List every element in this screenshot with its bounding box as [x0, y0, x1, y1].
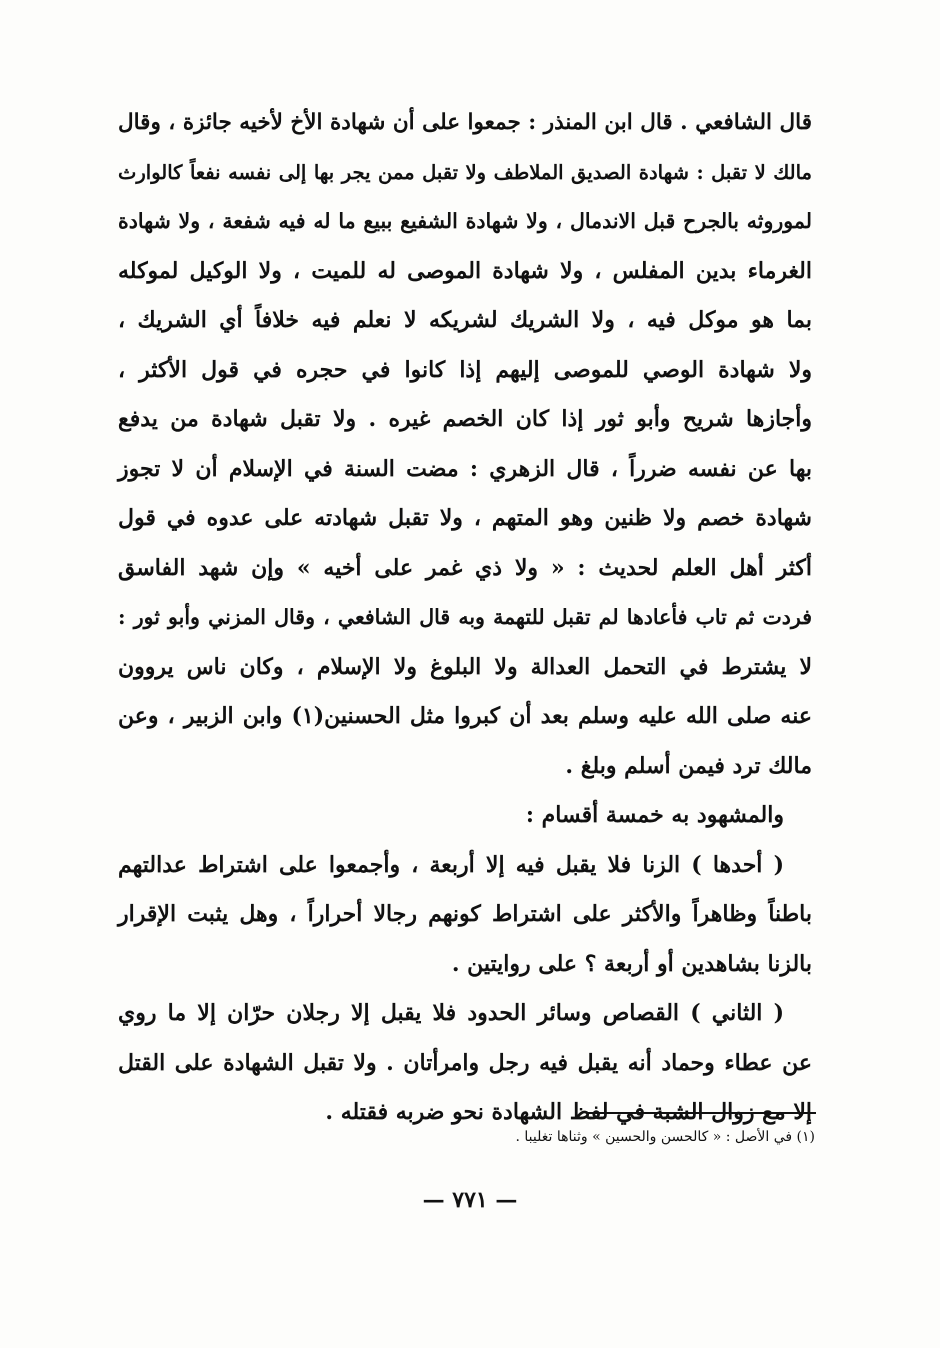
section-heading: والمشهود به خمسة أقسام : [525, 802, 784, 828]
page-number: — ٧٧١ — [422, 1187, 518, 1213]
text-line: لا يشترط في التحمل العدالة ولا البلوغ ولا الإسلام ، وكان ناس يروون [118, 653, 812, 680]
text-line: فردت ثم تاب فأعادها لم تقبل للتهمة وبه قال الشافعي ، وقال المزني وأبو ثور : [118, 605, 812, 629]
footnote-divider [588, 1112, 816, 1114]
footnote: (١) في الأصل : « كالحسن والحسين » وثناها تغليبا . [515, 1129, 815, 1145]
text-line: عنه صلى الله عليه وسلم بعد أن كبروا مثل الحسنين(١) وابن الزبير ، وعن [118, 703, 812, 729]
text-line: شهادة خصم ولا ظنين وهو المتهم ، ولا تقبل شهادته على عدوه في قول [118, 505, 812, 531]
text-line: الغرماء بدين المفلس ، ولا شهادة الموصى له للميت ، ولا الوكيل لموكله [118, 257, 812, 284]
text-line: ( الثاني ) القصاص وسائر الحدود فلا يقبل إلا رجلان حرّان إلا ما روي [118, 1000, 784, 1026]
text-line: أكثر أهل العلم لحديث : « ولا ذي غمر على أخيه » وإن شهد الفاسق [118, 554, 812, 581]
text-line: عن عطاء وحماد أنه يقبل فيه رجل وامرأتان . ولا تقبل الشهادة على القتل [118, 1049, 812, 1076]
text-line: مالك لا تقبل : شهادة الصديق الملاطف ولا تقبل ممن يجر بها إلى نفسه نفعاً كالوارث [118, 160, 812, 184]
text-line: باطناً وظاهراً والأكثر على اشتراط كونهم رجالا أحراراً ، وهل يثبت الإقرار [118, 901, 812, 927]
text-line: بما هو موكل فيه ، ولا الشريك لشريكه لا نعلم فيه خلافاً أي الشريك ، [118, 307, 812, 333]
main-text [118, 98, 812, 1138]
text-line: قال الشافعي . قال ابن المنذر : جمعوا على أن شهادة الأخ لأخيه جائزة ، وقال [118, 110, 812, 135]
text-line: ولا شهادة الوصي للموصى إليهم إذا كانوا في حجره في قول الأكثر ، [118, 356, 812, 383]
text-line: وأجازها شريح وأبو ثور إذا كان الخصم غيره . ولا تقبل شهادة من يدفع [118, 406, 812, 432]
text-line: لموروثه بالجرح قبل الاندمال ، ولا شهادة الشفيع ببيع ما له فيه شفعة ، ولا شهادة [118, 209, 812, 233]
text-line: بالزنا بشاهدين أو أربعة ؟ على روايتين . [451, 950, 812, 977]
text-line: إلا مع زوال الشبة في لفظ الشهادة نحو ضربه فقتله . [325, 1099, 812, 1125]
text-line: مالك ترد فيمن أسلم وبلغ . [565, 752, 812, 779]
text-line: بها عن نفسه ضرراً ، قال الزهري : مضت السنة في الإسلام أن لا تجوز [118, 455, 812, 482]
text-line: ( أحدها ) الزنا فلا يقبل فيه إلا أربعة ، وأجمعوا على اشتراط عدالتهم [118, 851, 784, 878]
